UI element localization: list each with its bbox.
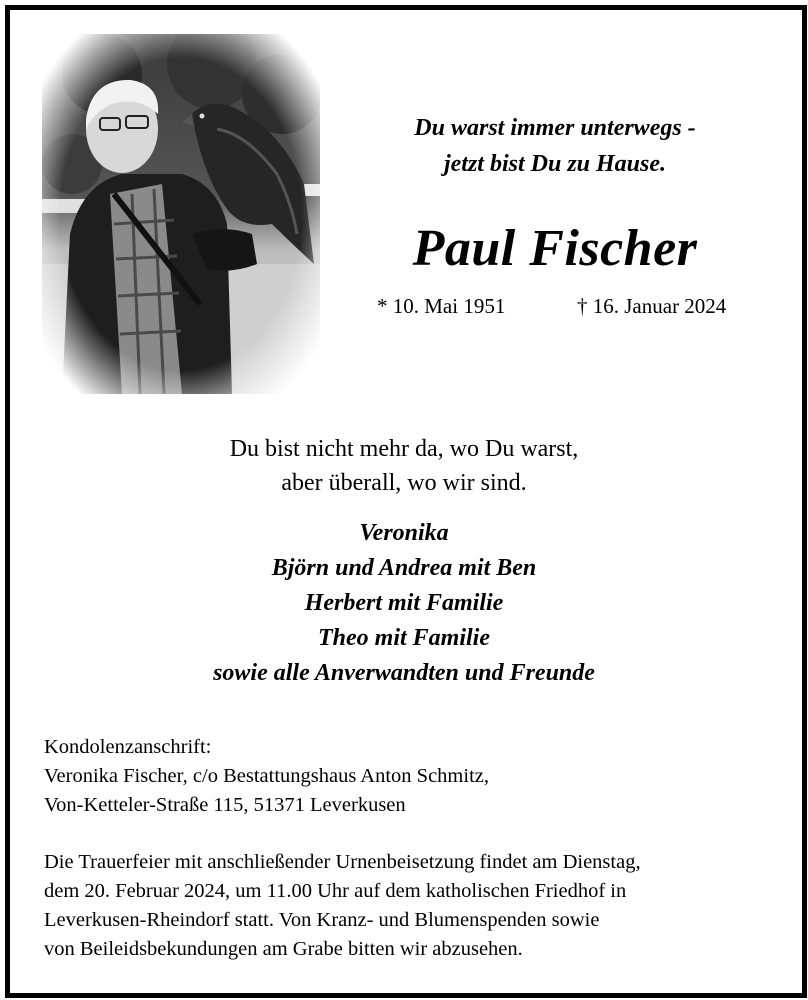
mourner-item: sowie alle Anverwandten und Freunde (213, 660, 595, 686)
ceremony-line: Leverkusen-Rheindorf statt. Von Kranz- und Blumenspenden sowie (44, 909, 600, 931)
ceremony-notice (44, 848, 641, 964)
verse (0, 432, 808, 500)
mourner-item: Theo mit Familie (318, 625, 490, 651)
ceremony-line: Die Trauerfeier mit anschließender Urnenbeisetzung findet am Dienstag, (44, 851, 641, 873)
verse-line-1: Du bist nicht mehr da, wo Du warst, (229, 436, 579, 462)
condolence-address (44, 733, 489, 820)
deceased-name: Paul Fischer (412, 220, 698, 277)
death-date: † 16. Januar 2024 (577, 294, 727, 318)
portrait-photo (42, 34, 320, 394)
birth-date: * 10. Mai 1951 (377, 294, 506, 318)
ceremony-line: dem 20. Februar 2024, um 11.00 Uhr auf dem katholischen Friedhof in (44, 880, 627, 902)
condolence-heading: Kondolenzanschrift: (44, 736, 212, 758)
condolence-line-2: Von-Ketteler-Straße 115, 51371 Leverkusen (44, 794, 406, 816)
motto-line-2: jetzt bist Du zu Hause. (443, 151, 667, 177)
verse-line-2: aber überall, wo wir sind. (281, 470, 527, 496)
motto (340, 110, 770, 182)
mourners-list (0, 516, 808, 691)
mourner-item: Herbert mit Familie (304, 590, 504, 616)
mourner-item: Björn und Andrea mit Ben (271, 555, 537, 581)
motto-line-1: Du warst immer unterwegs - (414, 115, 696, 141)
ceremony-line: von Beileidsbekundungen am Grabe bitten wir abzusehen. (44, 938, 523, 960)
mourner-item: Veronika (359, 520, 449, 546)
condolence-line-1: Veronika Fischer, c/o Bestattungshaus Anton Schmitz, (44, 765, 489, 787)
